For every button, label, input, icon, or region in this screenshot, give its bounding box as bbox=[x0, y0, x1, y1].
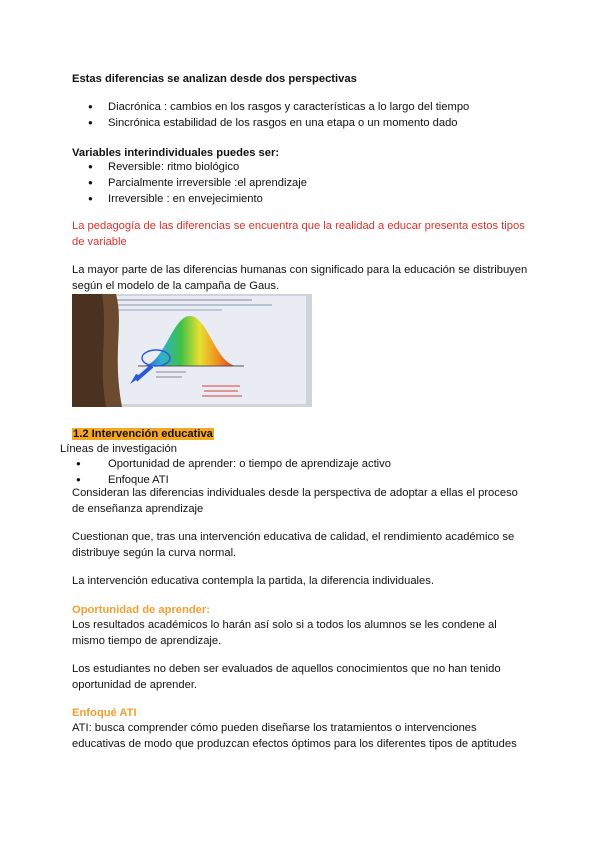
pedagogy-red-paragraph: La pedagogía de las diferencias se encuentra que la realidad a educar presenta estos tipos de variable bbox=[72, 220, 525, 248]
list-item: ● Reversible: ritmo biológico bbox=[72, 159, 532, 175]
paragraph: Consideran las diferencias individuales desde la perspectiva de adoptar a ellas el proceso de enseñanza aprendizaje bbox=[72, 487, 518, 515]
list-item: ● Oportunidad de aprender: o tiempo de aprendizaje activo bbox=[60, 456, 520, 472]
highlighted-heading: 1.2 Intervención educativa bbox=[73, 428, 213, 440]
subheading-oportunidad: Oportunidad de aprender: bbox=[72, 604, 210, 616]
paragraph: Los estudiantes no deben ser evaluados de aquellos conocimientos que no han tenido oportunidad de aprender. bbox=[72, 663, 501, 691]
list-item: ● Enfoque ATI bbox=[60, 472, 520, 488]
paragraph: Cuestionan que, tras una intervención educativa de calidad, el rendimiento académico se distribuye según la curva normal. bbox=[72, 531, 515, 559]
subheading-ati: Enfoqué ATI bbox=[72, 707, 137, 719]
list-item: ● Diacrónica : cambios en los rasgos y características a lo largo del tiempo bbox=[72, 99, 532, 115]
research-lines-label: Líneas de investigación bbox=[60, 443, 177, 455]
paragraph: ATI: busca comprender cómo pueden diseñarse los tratamientos o intervenciones educativas de modo que produzcan efectos óptimos para los diferentes tipos de aptitudes bbox=[72, 722, 517, 750]
perspectives-list bbox=[72, 99, 532, 131]
paragraph: Los resultados académicos lo harán así solo si a todos los alumnos se les condene al mismo tiempo de aprendizaje. bbox=[72, 619, 497, 647]
variables-list bbox=[72, 159, 532, 207]
research-lines-list bbox=[60, 456, 520, 488]
gauss-paragraph: La mayor parte de las diferencias humanas con significado para la educación se distribuyen según el modelo de la campaña de Gaus. bbox=[72, 264, 528, 292]
perspectives-heading: Estas diferencias se analizan desde dos perspectivas bbox=[72, 73, 357, 85]
list-item: ● Parcialmente irreversible :el aprendizaje bbox=[72, 175, 532, 191]
list-item: ● Sincrónica estabilidad de los rasgos en una etapa o un momento dado bbox=[72, 115, 532, 131]
variables-heading: Variables interindividuales puedes ser: bbox=[72, 147, 280, 159]
section-heading-intervencion bbox=[72, 426, 532, 442]
gauss-bell-curve-photo bbox=[72, 294, 312, 407]
paragraph: La intervención educativa contempla la partida, la diferencia individuales. bbox=[72, 575, 434, 587]
list-item: ● Irreversible : en envejecimiento bbox=[72, 191, 532, 207]
